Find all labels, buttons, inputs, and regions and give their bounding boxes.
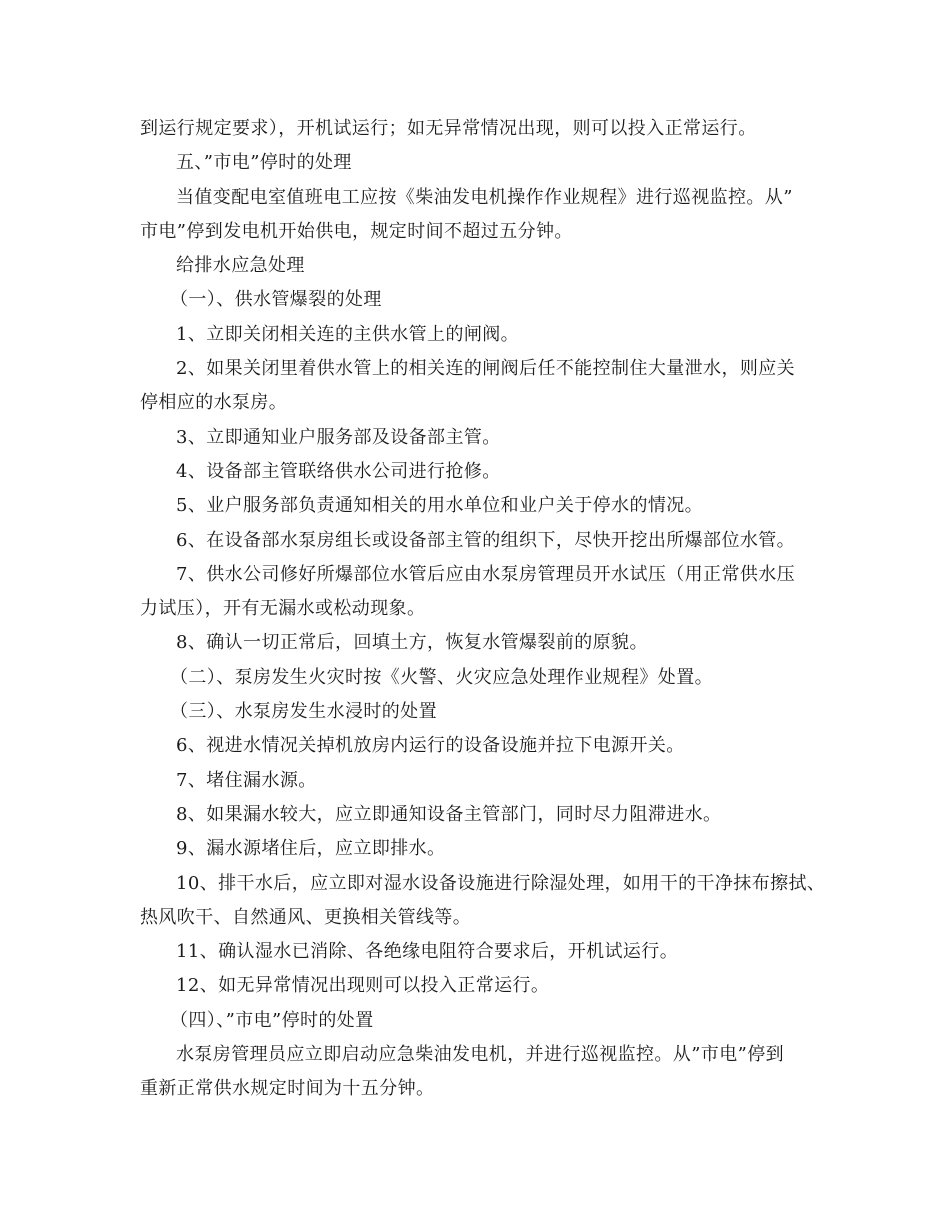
text-line: 市电”停到发电机开始供电，规定时间不超过五分钟。 bbox=[140, 220, 573, 242]
text-line: 5、业户服务部负责通知相关的用水单位和业户关于停水的情况。 bbox=[176, 495, 704, 517]
text-line: 力试压），开有无漏水或松动现象。 bbox=[140, 598, 426, 620]
text-line: 7、供水公司修好所爆部位水管后应由水泵房管理员开水试压（用正常供水压 bbox=[176, 563, 796, 585]
text-line: 2、如果关闭里着供水管上的相关连的闸阀后任不能控制住大量泄水，则应关 bbox=[176, 358, 796, 380]
text-line: 4、设备部主管联络供水公司进行抢修。 bbox=[176, 460, 501, 482]
text-line: 11、确认湿水已消除、各绝缘电阻符合要求后，开机试运行。 bbox=[176, 941, 679, 963]
text-line: （三）、水泵房发生水浸时的处置 bbox=[170, 701, 437, 723]
document-page bbox=[140, 112, 840, 1107]
text-line: 重新正常供水规定时间为十五分钟。 bbox=[140, 1078, 435, 1100]
text-line: （二）、泵房发生火灾时按《火警、火灾应急处理作业规程》处置。 bbox=[170, 666, 713, 688]
text-line: 10、排干水后，应立即对湿水设备设施进行除湿处理，如用干的干净抹布擦拭、 bbox=[176, 872, 826, 894]
text-line: 3、立即通知业户服务部及设备部主管。 bbox=[176, 426, 501, 448]
text-line: 给排水应急处理 bbox=[176, 255, 305, 277]
text-line: 停相应的水泵房。 bbox=[140, 392, 288, 414]
text-line: （一）、供水管爆裂的处理 bbox=[170, 289, 382, 311]
text-line: 热风吹干、自然通风、更换相关管线等。 bbox=[140, 906, 472, 928]
text-line: 8、确认一切正常后，回填土方，恢复水管爆裂前的原貌。 bbox=[176, 632, 648, 654]
text-line: 7、堵住漏水源。 bbox=[176, 769, 317, 791]
text-line: 水泵房管理员应立即启动应急柴油发电机，并进行巡视监控。从”市电”停到 bbox=[176, 1044, 785, 1066]
text-line: 12、如无异常情况出现则可以投入正常运行。 bbox=[176, 975, 550, 997]
text-line: 8、如果漏水较大，应立即通知设备主管部门，同时尽力阻滞进水。 bbox=[176, 803, 722, 825]
text-line: 6、视进水情况关掉机放房内运行的设备设施并拉下电源开关。 bbox=[176, 735, 685, 757]
text-line: 9、漏水源堵住后，应立即排水。 bbox=[176, 838, 446, 860]
text-line: 1、立即关闭相关连的主供水管上的闸阀。 bbox=[176, 323, 520, 345]
text-line: 当值变配电室值班电工应按《柴油发电机操作作业规程》进行巡视监控。从” bbox=[176, 186, 793, 208]
text-line: 6、在设备部水泵房组长或设备部主管的组织下，尽快开挖出所爆部位水管。 bbox=[176, 529, 796, 551]
text-line: 到运行规定要求），开机试运行；如无异常情况出现，则可以投入正常运行。 bbox=[140, 118, 757, 139]
text-line: 五、”市电”停时的处理 bbox=[176, 152, 352, 174]
text-line: （四）、”市电”停时的处置 bbox=[170, 1009, 374, 1031]
